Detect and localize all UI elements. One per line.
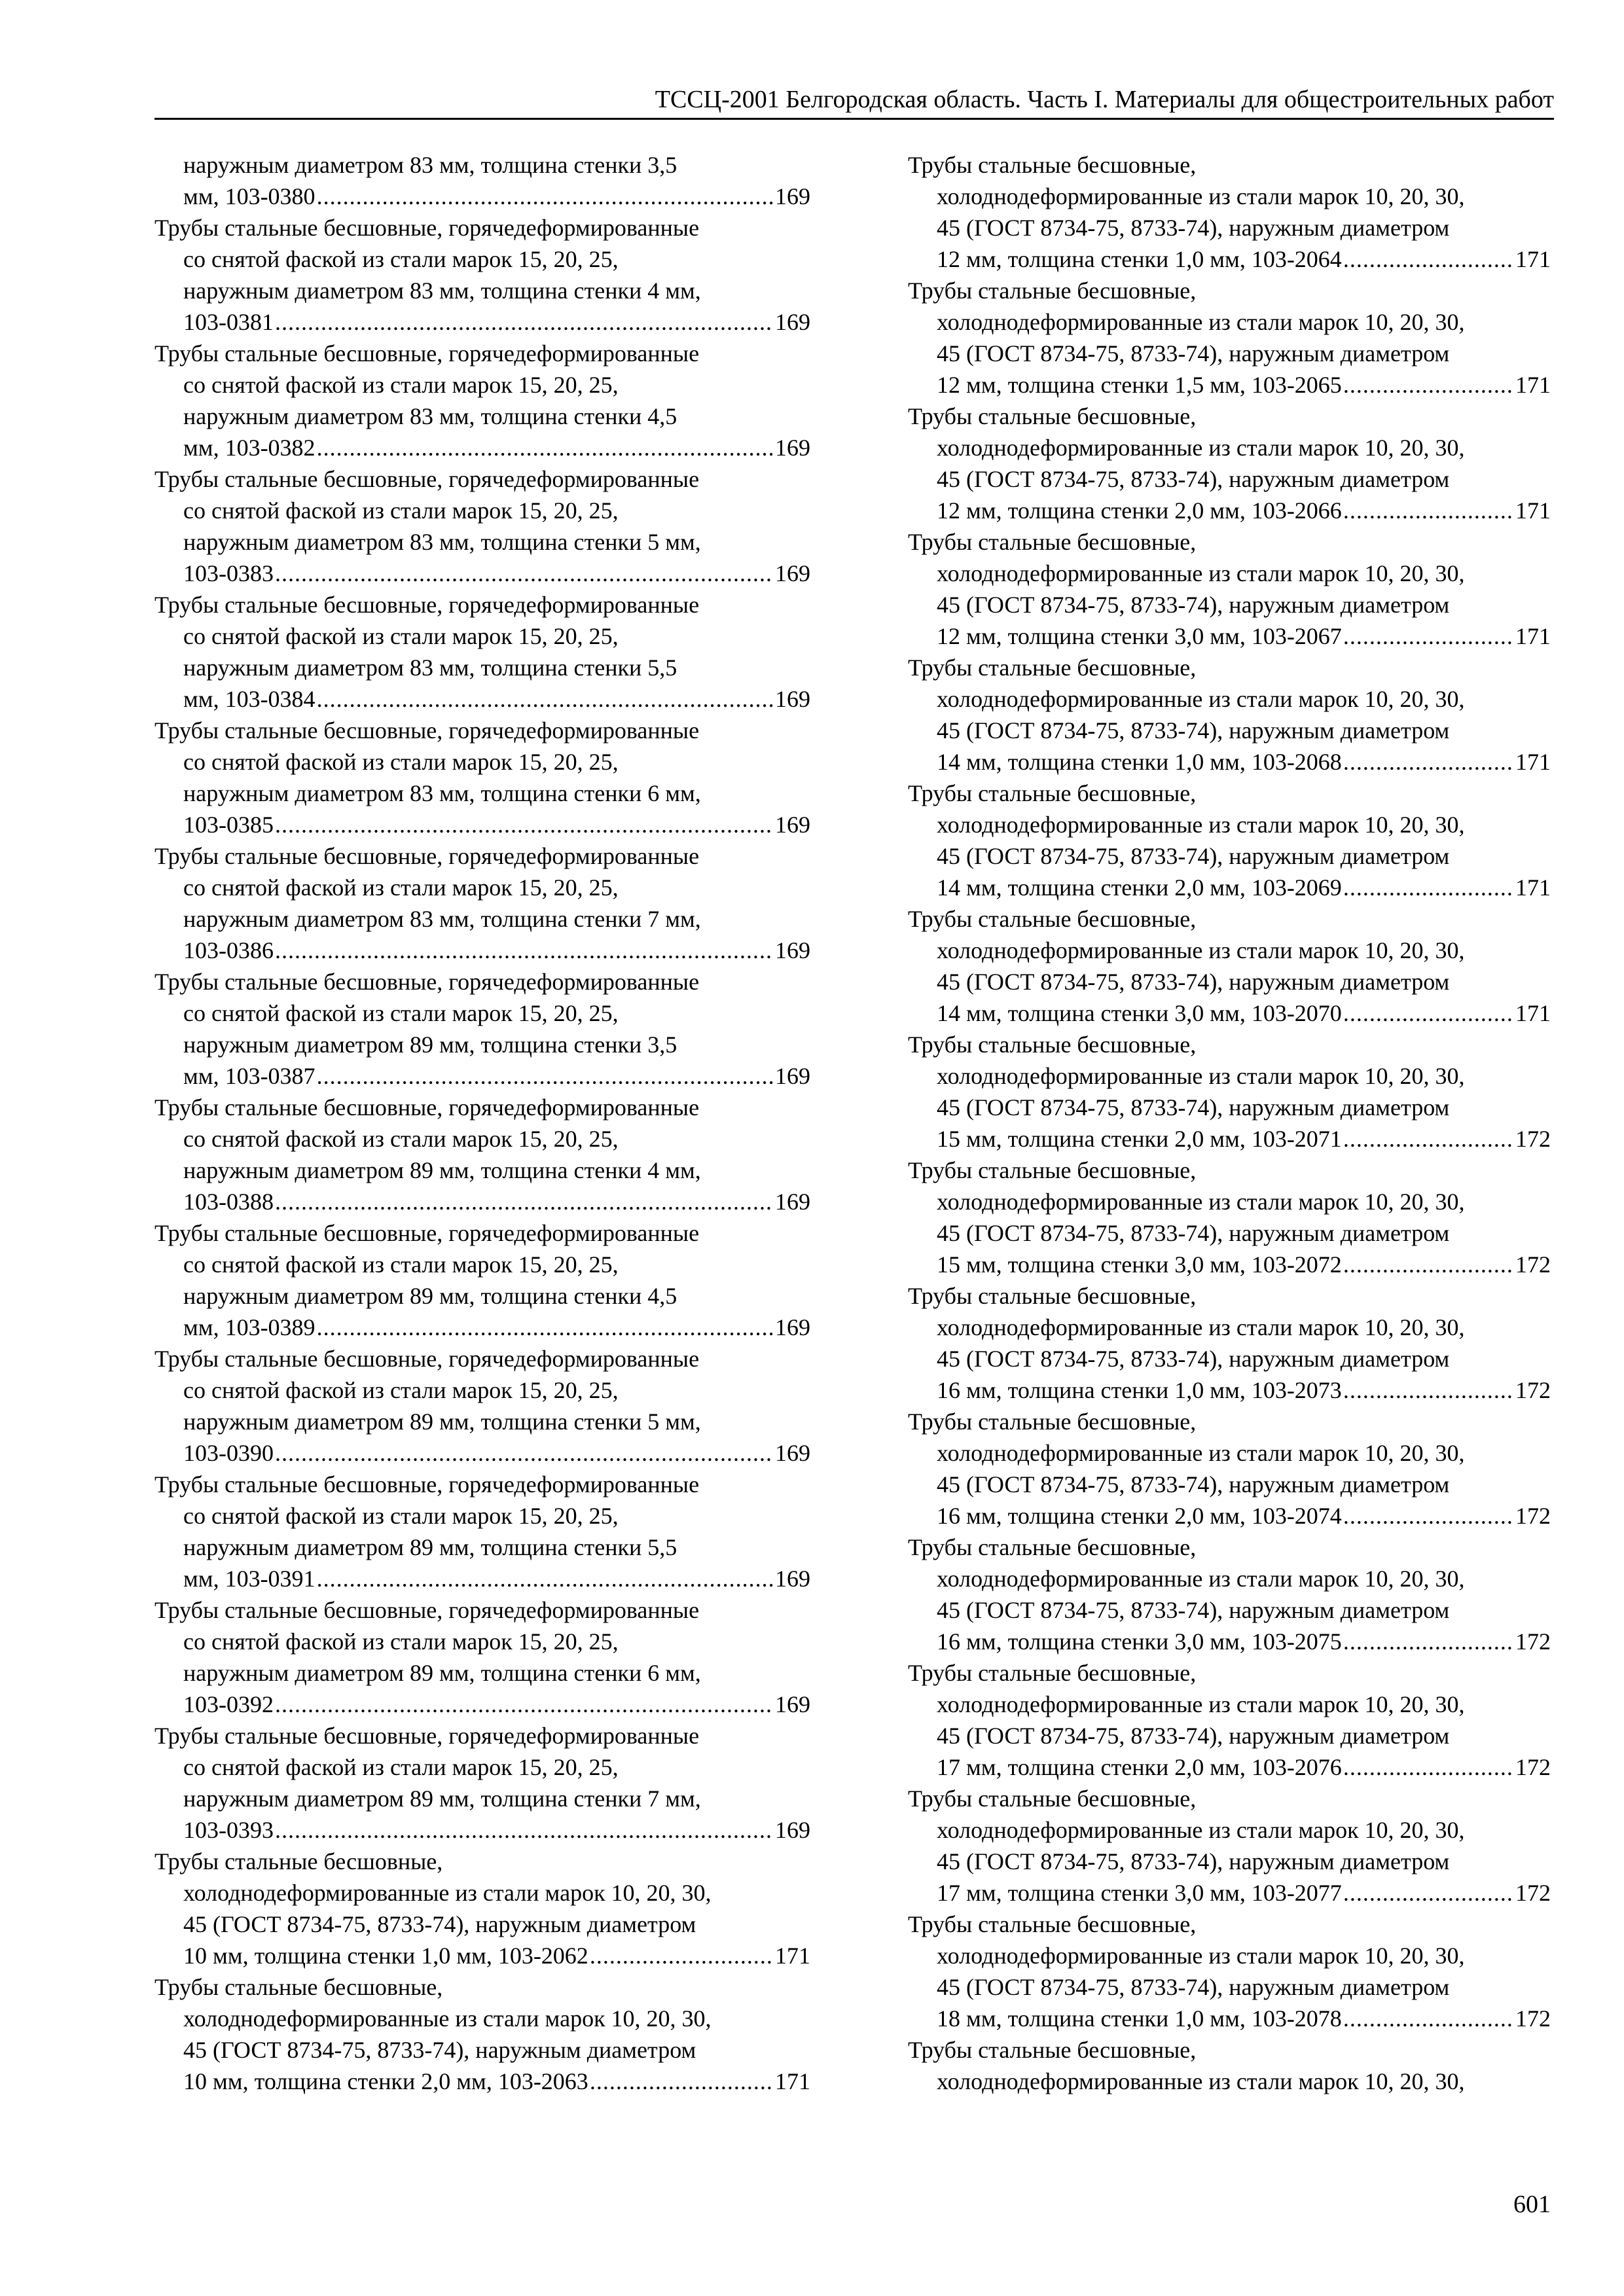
entry-line: со снятой фаской из стали марок 15, 20, 25,	[183, 497, 619, 524]
dot-leader	[1343, 495, 1514, 526]
entry-line: наружным диаметром 89 мм, толщина стенки 7 мм,	[183, 1785, 701, 1812]
entry-line: наружным диаметром 89 мм, толщина стенки 4,5	[183, 1283, 677, 1309]
entry-text: 103-0390	[183, 1440, 274, 1466]
dot-leader	[1343, 1877, 1514, 1909]
entry-text: 10 мм, толщина стенки 1,0 мм, 103-2062	[183, 1943, 588, 1969]
index-entry	[908, 149, 1551, 275]
entry-line: наружным диаметром 89 мм, толщина стенки 4 мм,	[183, 1157, 701, 1183]
entry-line: Трубы стальные бесшовные,	[908, 1534, 1197, 1560]
entry-page-number[interactable]: 171	[1515, 497, 1551, 524]
entry-line: Трубы стальные бесшовные,	[908, 1660, 1197, 1686]
entry-text: мм, 103-0391	[183, 1566, 316, 1592]
entry-page-number[interactable]: 171	[775, 2068, 810, 2094]
dot-leader	[1343, 997, 1514, 1029]
entry-text: 12 мм, толщина стенки 2,0 мм, 103-2066	[937, 497, 1342, 524]
entry-line: наружным диаметром 83 мм, толщина стенки 3,5	[183, 152, 677, 178]
entry-text: 17 мм, толщина стенки 2,0 мм, 103-2076	[937, 1754, 1342, 1780]
entry-line: Трубы стальные бесшовные,	[908, 1911, 1197, 1937]
entry-line: холоднодеформированные из стали марок 10, 20, 30,	[937, 183, 1465, 209]
entry-line	[154, 1940, 810, 1971]
entry-line: со снятой фаской из стали марок 15, 20, 25,	[183, 1000, 619, 1026]
entry-line: Трубы стальные бесшовные, горячедеформированные	[154, 340, 700, 367]
entry-text: 18 мм, толщина стенки 1,0 мм, 103-2078	[937, 2005, 1342, 2032]
index-entry	[908, 1909, 1551, 2034]
entry-line	[908, 997, 1551, 1029]
index-entry	[154, 212, 810, 338]
entry-page-number[interactable]: 171	[1515, 1000, 1551, 1026]
entry-line	[908, 1751, 1551, 1783]
entry-line: наружным диаметром 89 мм, толщина стенки 3,5	[183, 1031, 677, 1058]
entry-line: наружным диаметром 83 мм, толщина стенки 4 мм,	[183, 278, 701, 304]
index-entry	[154, 1217, 810, 1343]
entry-line: наружным диаметром 89 мм, толщина стенки 5 мм,	[183, 1408, 701, 1435]
entry-page-number[interactable]: 172	[1515, 1377, 1551, 1403]
entry-text: 14 мм, толщина стенки 2,0 мм, 103-2069	[937, 874, 1342, 901]
entry-line: Трубы стальные бесшовные,	[154, 1974, 443, 2000]
dot-leader	[1343, 1123, 1514, 1155]
entry-text: 12 мм, толщина стенки 3,0 мм, 103-2067	[937, 623, 1342, 649]
dot-leader	[275, 558, 774, 589]
index-entry	[908, 652, 1551, 778]
entry-line	[154, 1689, 810, 1720]
entry-line: Трубы стальные бесшовные, горячедеформированные	[154, 1220, 700, 1246]
entry-line: холоднодеформированные из стали марок 10, 20, 30,	[937, 309, 1465, 335]
dot-leader	[317, 1312, 774, 1343]
index-entry	[154, 1594, 810, 1720]
dot-leader	[317, 432, 774, 463]
header-title: ТССЦ-2001 Белгородская область. Часть I. Материалы для общестроительных работ	[655, 86, 1554, 113]
index-entry	[908, 1280, 1551, 1406]
entry-line	[154, 683, 810, 715]
entry-line: 45 (ГОСТ 8734-75, 8733-74), наружным диаметром	[937, 1346, 1450, 1372]
dot-leader	[1343, 1374, 1514, 1406]
entry-text: 103-0388	[183, 1189, 274, 1215]
index-entry	[908, 401, 1551, 526]
entry-line	[154, 935, 810, 966]
entry-text: 17 мм, толщина стенки 3,0 мм, 103-2077	[937, 1880, 1342, 1906]
entry-page-number[interactable]: 172	[1515, 1503, 1551, 1529]
entry-line	[154, 1437, 810, 1469]
entry-line: холоднодеформированные из стали марок 10, 20, 30,	[183, 2005, 712, 2032]
index-entry	[908, 1155, 1551, 1280]
entry-page-number[interactable]: 171	[1515, 246, 1551, 272]
entry-page-number[interactable]: 169	[775, 1817, 810, 1843]
entry-line: со снятой фаской из стали марок 15, 20, 25,	[183, 1377, 619, 1403]
entry-line: 45 (ГОСТ 8734-75, 8733-74), наружным диаметром	[937, 1471, 1450, 1498]
entry-line	[908, 620, 1551, 652]
entry-line: Трубы стальные бесшовные,	[908, 780, 1197, 806]
dot-leader	[1343, 620, 1514, 652]
entry-line: Трубы стальные бесшовные, горячедеформированные	[154, 592, 700, 618]
entry-text: 14 мм, толщина стенки 3,0 мм, 103-2070	[937, 1000, 1342, 1026]
index-entry	[908, 778, 1551, 903]
entry-page-number[interactable]: 171	[1515, 623, 1551, 649]
entry-line: холоднодеформированные из стали марок 10, 20, 30,	[183, 1880, 712, 1906]
entry-text: мм, 103-0389	[183, 1314, 316, 1340]
entry-line	[908, 872, 1551, 903]
entry-text: мм, 103-0380	[183, 183, 316, 209]
dot-leader	[1343, 243, 1514, 275]
entry-line: Трубы стальные бесшовные,	[908, 278, 1197, 304]
entry-line: холоднодеформированные из стали марок 10, 20, 30,	[937, 435, 1465, 461]
dot-leader	[590, 1940, 774, 1971]
dot-leader	[275, 1689, 774, 1720]
index-column-left	[154, 149, 810, 2097]
index-entry	[154, 589, 810, 715]
entry-line: со снятой фаской из стали марок 15, 20, 25,	[183, 1503, 619, 1529]
entry-line: Трубы стальные бесшовные, горячедеформированные	[154, 717, 700, 744]
index-entry	[908, 1532, 1551, 1657]
entry-line: Трубы стальные бесшовные,	[908, 655, 1197, 681]
entry-page-number[interactable]: 172	[1515, 2005, 1551, 2032]
entry-page-number[interactable]: 169	[775, 1063, 810, 1089]
entry-page-number[interactable]: 171	[1515, 372, 1551, 398]
entry-line: Трубы стальные бесшовные, горячедеформированные	[154, 466, 700, 492]
entry-text: 10 мм, толщина стенки 2,0 мм, 103-2063	[183, 2068, 588, 2094]
dot-leader	[317, 181, 774, 212]
entry-line: Трубы стальные бесшовные, горячедеформированные	[154, 969, 700, 995]
entry-line: Трубы стальные бесшовные,	[908, 2037, 1197, 2063]
dot-leader	[275, 935, 774, 966]
entry-line: 45 (ГОСТ 8734-75, 8733-74), наружным диаметром	[183, 1911, 696, 1937]
index-entry	[908, 2034, 1551, 2097]
entry-line: наружным диаметром 83 мм, толщина стенки 5,5	[183, 655, 677, 681]
entry-line	[908, 1374, 1551, 1406]
entry-line: со снятой фаской из стали марок 15, 20, 25,	[183, 1126, 619, 1152]
entry-line	[154, 181, 810, 212]
dot-leader	[317, 1060, 774, 1092]
entry-line	[908, 1877, 1551, 1909]
dot-leader	[1343, 2003, 1514, 2034]
index-entry	[154, 840, 810, 966]
dot-leader	[317, 1563, 774, 1594]
index-entry	[154, 1469, 810, 1594]
entry-line: холоднодеформированные из стали марок 10, 20, 30,	[937, 2068, 1465, 2094]
entry-line: холоднодеформированные из стали марок 10, 20, 30,	[937, 812, 1465, 838]
index-entry	[908, 1657, 1551, 1783]
dot-leader	[590, 2066, 774, 2097]
entry-line: холоднодеформированные из стали марок 10, 20, 30,	[937, 937, 1465, 963]
entry-line: со снятой фаской из стали марок 15, 20, 25,	[183, 874, 619, 901]
entry-text: 103-0393	[183, 1817, 274, 1843]
dot-leader	[1343, 872, 1514, 903]
entry-line: Трубы стальные бесшовные, горячедеформированные	[154, 1471, 700, 1498]
dot-leader	[275, 1814, 774, 1846]
entry-line: холоднодеформированные из стали марок 10, 20, 30,	[937, 1943, 1465, 1969]
entry-line: холоднодеформированные из стали марок 10, 20, 30,	[937, 560, 1465, 586]
dot-leader	[1343, 1500, 1514, 1532]
entry-line: холоднодеформированные из стали марок 10, 20, 30,	[937, 1566, 1465, 1592]
entry-page-number[interactable]: 169	[775, 686, 810, 712]
entry-line	[154, 1563, 810, 1594]
entry-line: 45 (ГОСТ 8734-75, 8733-74), наружным диаметром	[937, 717, 1450, 744]
entry-page-number[interactable]: 171	[1515, 874, 1551, 901]
entry-line	[908, 369, 1551, 401]
entry-text: 103-0381	[183, 309, 274, 335]
entry-text: 103-0386	[183, 937, 274, 963]
entry-line: холоднодеформированные из стали марок 10, 20, 30,	[937, 686, 1465, 712]
index-entry	[154, 1720, 810, 1846]
entry-page-number[interactable]: 169	[775, 937, 810, 963]
page-header	[154, 84, 1554, 120]
entry-line: 45 (ГОСТ 8734-75, 8733-74), наружным диаметром	[937, 340, 1450, 367]
entry-page-number[interactable]: 169	[775, 1691, 810, 1717]
entry-page-number[interactable]: 171	[1515, 749, 1551, 775]
entry-line: наружным диаметром 83 мм, толщина стенки 5 мм,	[183, 529, 701, 555]
entry-page-number[interactable]: 169	[775, 1189, 810, 1215]
entry-line: 45 (ГОСТ 8734-75, 8733-74), наружным диаметром	[937, 1220, 1450, 1246]
entry-line: 45 (ГОСТ 8734-75, 8733-74), наружным диаметром	[183, 2037, 696, 2063]
index-entry	[154, 463, 810, 589]
entry-line: Трубы стальные бесшовные, горячедеформированные	[154, 1597, 700, 1623]
entry-text: 12 мм, толщина стенки 1,0 мм, 103-2064	[937, 246, 1342, 272]
index-entry	[154, 715, 810, 840]
entry-line: Трубы стальные бесшовные,	[908, 1408, 1197, 1435]
entry-line: Трубы стальные бесшовные,	[908, 1283, 1197, 1309]
entry-page-number[interactable]: 172	[1515, 1126, 1551, 1152]
entry-line: 45 (ГОСТ 8734-75, 8733-74), наружным диаметром	[937, 969, 1450, 995]
entry-line	[154, 306, 810, 338]
entry-page-number[interactable]: 169	[775, 309, 810, 335]
dot-leader	[275, 1437, 774, 1469]
dot-leader	[275, 1186, 774, 1217]
dot-leader	[275, 306, 774, 338]
entry-page-number[interactable]: 169	[775, 560, 810, 586]
entry-line: со снятой фаской из стали марок 15, 20, 25,	[183, 623, 619, 649]
entry-line: 45 (ГОСТ 8734-75, 8733-74), наружным диаметром	[937, 1723, 1450, 1749]
entry-line: холоднодеформированные из стали марок 10, 20, 30,	[937, 1691, 1465, 1717]
entry-line: холоднодеформированные из стали марок 10, 20, 30,	[937, 1817, 1465, 1843]
index-entry	[908, 526, 1551, 652]
entry-line: со снятой фаской из стали марок 15, 20, 25,	[183, 1628, 619, 1655]
entry-line	[154, 1186, 810, 1217]
index-entry	[154, 149, 810, 212]
entry-line: Трубы стальные бесшовные, горячедеформированные	[154, 1094, 700, 1121]
entry-line: 45 (ГОСТ 8734-75, 8733-74), наружным диаметром	[937, 215, 1450, 241]
entry-line	[154, 1060, 810, 1092]
entry-line	[154, 432, 810, 463]
entry-line: Трубы стальные бесшовные, горячедеформированные	[154, 1723, 700, 1749]
index-entry	[154, 966, 810, 1092]
entry-line: Трубы стальные бесшовные,	[908, 1031, 1197, 1058]
index-entry	[154, 1343, 810, 1469]
entry-page-number[interactable]: 172	[1515, 1251, 1551, 1278]
entry-line: Трубы стальные бесшовные, горячедеформированные	[154, 843, 700, 869]
entry-text: 103-0383	[183, 560, 274, 586]
entry-line: наружным диаметром 89 мм, толщина стенки 6 мм,	[183, 1660, 701, 1686]
dot-leader	[1343, 746, 1514, 778]
entry-line	[908, 1249, 1551, 1280]
index-entry	[908, 1406, 1551, 1532]
entry-page-number[interactable]: 169	[775, 183, 810, 209]
entry-line: со снятой фаской из стали марок 15, 20, 25,	[183, 749, 619, 775]
entry-line: 45 (ГОСТ 8734-75, 8733-74), наружным диаметром	[937, 1094, 1450, 1121]
entry-page-number[interactable]: 169	[775, 812, 810, 838]
entry-text: 103-0392	[183, 1691, 274, 1717]
entry-line: Трубы стальные бесшовные, горячедеформированные	[154, 215, 700, 241]
entry-line: 45 (ГОСТ 8734-75, 8733-74), наружным диаметром	[937, 466, 1450, 492]
index-entry	[908, 903, 1551, 1029]
entry-page-number[interactable]: 169	[775, 1440, 810, 1466]
entry-line: 45 (ГОСТ 8734-75, 8733-74), наружным диаметром	[937, 1597, 1450, 1623]
dot-leader	[1343, 369, 1514, 401]
entry-text: 16 мм, толщина стенки 2,0 мм, 103-2074	[937, 1503, 1342, 1529]
entry-line: наружным диаметром 83 мм, толщина стенки 6 мм,	[183, 780, 701, 806]
entry-line	[908, 746, 1551, 778]
entry-line: Трубы стальные бесшовные,	[908, 403, 1197, 429]
entry-page-number[interactable]: 172	[1515, 1880, 1551, 1906]
dot-leader	[1343, 1249, 1514, 1280]
entry-line: наружным диаметром 83 мм, толщина стенки 4,5	[183, 403, 677, 429]
entry-line: Трубы стальные бесшовные,	[908, 1785, 1197, 1812]
dot-leader	[275, 809, 774, 840]
entry-line: наружным диаметром 83 мм, толщина стенки 7 мм,	[183, 906, 701, 932]
entry-line: Трубы стальные бесшовные,	[154, 1848, 443, 1874]
entry-line: Трубы стальные бесшовные,	[908, 529, 1197, 555]
index-entry	[154, 338, 810, 463]
entry-line: 45 (ГОСТ 8734-75, 8733-74), наружным диаметром	[937, 1848, 1450, 1874]
entry-line: холоднодеформированные из стали марок 10, 20, 30,	[937, 1063, 1465, 1089]
dot-leader	[1343, 1751, 1514, 1783]
index-entry	[154, 1846, 810, 1971]
entry-line: 45 (ГОСТ 8734-75, 8733-74), наружным диаметром	[937, 843, 1450, 869]
entry-text: мм, 103-0387	[183, 1063, 316, 1089]
entry-line	[154, 1312, 810, 1343]
entry-text: 16 мм, толщина стенки 1,0 мм, 103-2073	[937, 1377, 1342, 1403]
entry-page-number[interactable]: 172	[1515, 1754, 1551, 1780]
entry-line	[154, 2066, 810, 2097]
entry-line	[908, 243, 1551, 275]
index-entry	[154, 1092, 810, 1217]
index-entry	[908, 275, 1551, 401]
index-column-right	[908, 149, 1551, 2097]
entry-line: со снятой фаской из стали марок 15, 20, 25,	[183, 1754, 619, 1780]
entry-line: Трубы стальные бесшовные,	[908, 906, 1197, 932]
entry-line: холоднодеформированные из стали марок 10, 20, 30,	[937, 1189, 1465, 1215]
entry-text: 103-0385	[183, 812, 274, 838]
entry-page-number[interactable]: 169	[775, 1566, 810, 1592]
index-entry	[908, 1029, 1551, 1155]
entry-text: 14 мм, толщина стенки 1,0 мм, 103-2068	[937, 749, 1342, 775]
entry-text: 16 мм, толщина стенки 3,0 мм, 103-2075	[937, 1628, 1342, 1655]
entry-line: Трубы стальные бесшовные, горячедеформированные	[154, 1346, 700, 1372]
entry-page-number[interactable]: 172	[1515, 1628, 1551, 1655]
index-entry	[154, 1971, 810, 2097]
entry-line: наружным диаметром 89 мм, толщина стенки 5,5	[183, 1534, 677, 1560]
entry-line: Трубы стальные бесшовные,	[908, 1157, 1197, 1183]
entry-line	[908, 1500, 1551, 1532]
entry-page-number[interactable]: 169	[775, 1314, 810, 1340]
entry-line: со снятой фаской из стали марок 15, 20, 25,	[183, 246, 619, 272]
entry-line: 45 (ГОСТ 8734-75, 8733-74), наружным диаметром	[937, 592, 1450, 618]
entry-page-number[interactable]: 171	[775, 1943, 810, 1969]
entry-text: 12 мм, толщина стенки 1,5 мм, 103-2065	[937, 372, 1342, 398]
entry-text: мм, 103-0384	[183, 686, 316, 712]
index-entry	[908, 1783, 1551, 1909]
entry-line: со снятой фаской из стали марок 15, 20, 25,	[183, 1251, 619, 1278]
entry-line	[908, 495, 1551, 526]
entry-line	[908, 2003, 1551, 2034]
entry-text: 15 мм, толщина стенки 3,0 мм, 103-2072	[937, 1251, 1342, 1278]
entry-page-number[interactable]: 169	[775, 435, 810, 461]
entry-line: 45 (ГОСТ 8734-75, 8733-74), наружным диаметром	[937, 1974, 1450, 2000]
entry-line	[154, 558, 810, 589]
entry-text: мм, 103-0382	[183, 435, 316, 461]
entry-line	[154, 1814, 810, 1846]
entry-line: Трубы стальные бесшовные,	[908, 152, 1197, 178]
entry-line	[908, 1123, 1551, 1155]
dot-leader	[1343, 1626, 1514, 1657]
entry-line: со снятой фаской из стали марок 15, 20, 25,	[183, 372, 619, 398]
entry-line: холоднодеформированные из стали марок 10, 20, 30,	[937, 1314, 1465, 1340]
entry-line: холоднодеформированные из стали марок 10, 20, 30,	[937, 1440, 1465, 1466]
page-number: 601	[1513, 2191, 1551, 2218]
entry-text: 15 мм, толщина стенки 2,0 мм, 103-2071	[937, 1126, 1342, 1152]
entry-line	[908, 1626, 1551, 1657]
entry-line	[154, 809, 810, 840]
dot-leader	[317, 683, 774, 715]
